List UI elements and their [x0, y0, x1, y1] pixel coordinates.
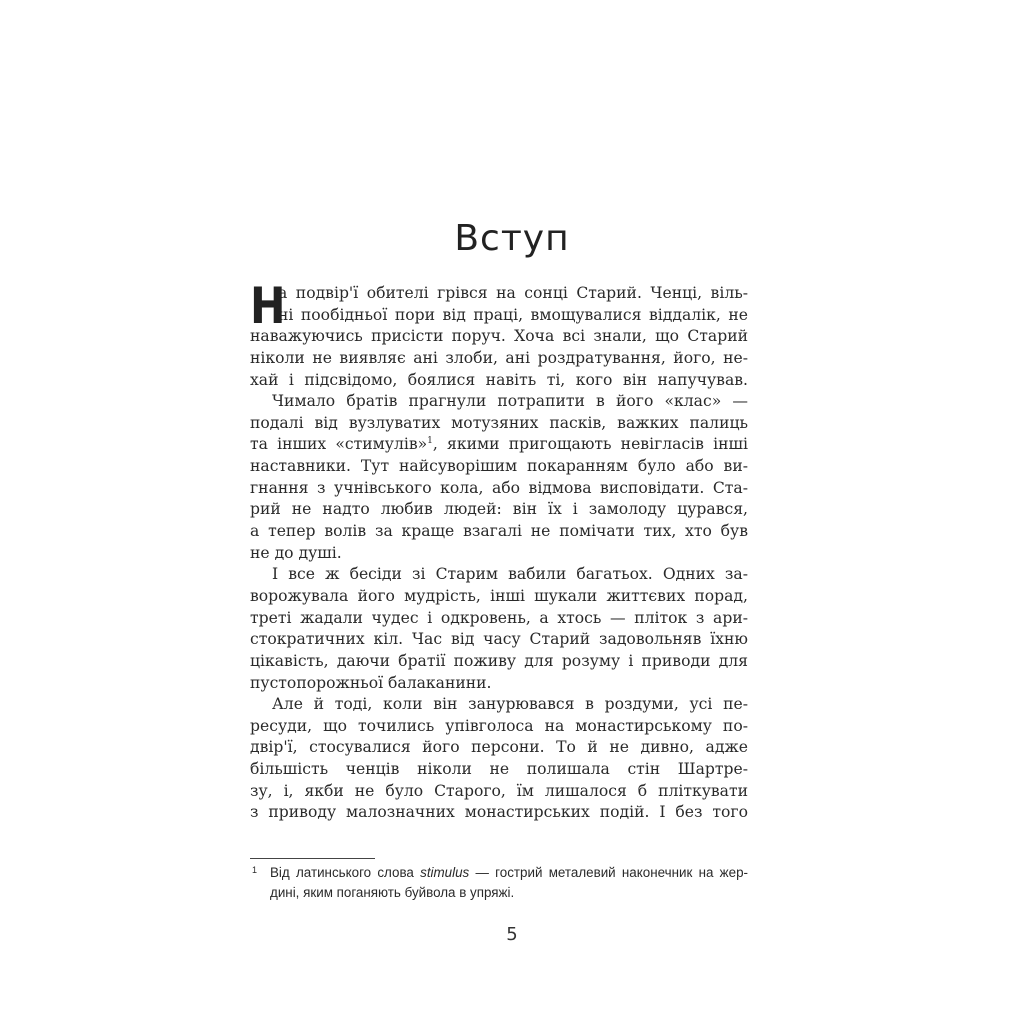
text-line: цікавість, даючи братії поживу для розуму і приводи для	[250, 651, 748, 670]
text-line: ніколи не виявляє ані злоби, ані роздратування, його, не-	[250, 348, 748, 367]
text-line: пустопорожньої балаканини.	[250, 673, 492, 692]
text-line: ворожувала його мудрість, інші шукали життєвих порад,	[250, 586, 748, 605]
text-line: не до душі.	[250, 543, 342, 562]
text-line: двір'ї, стосувалися його персони. То й не дивно, адже	[250, 738, 748, 757]
body-text	[250, 277, 748, 824]
text-segment: , якими пригощають невігласів інші	[432, 435, 748, 454]
footnote	[250, 863, 748, 903]
italic-term: stimulus	[420, 865, 470, 880]
footnote-number: 1	[252, 865, 258, 875]
paragraph-4	[250, 694, 748, 824]
text-line: а подвір'ї обителі грівся на сонці Старий. Ченці, віль-	[278, 284, 748, 302]
text-line: рий не надто любив людей: він їх і замолоду цурався,	[250, 500, 748, 519]
text-line: ні пообідньої пори від праці, вмощувалися віддалік, не	[278, 305, 748, 324]
text-segment: Від латинського слова	[270, 865, 421, 880]
footnote-line	[250, 863, 748, 883]
text-line: Чимало братів прагнули потрапити в його «клас» —	[272, 392, 748, 411]
text-line: наставники. Тут найсуворішим покаранням було або ви-	[250, 457, 748, 476]
text-line: гнання з учнівського кола, або відмова висповідати. Ста-	[250, 478, 748, 497]
footnote-divider	[250, 858, 375, 859]
paragraph-2	[250, 391, 748, 564]
text-line: І все ж бесіди зі Старим вабили багатьох. Одних за-	[272, 565, 748, 584]
text-line: Але й тоді, коли він занурювався в роздуми, усі пе-	[272, 695, 748, 714]
text-line: стократичних кіл. Час від часу Старий задовольняв їхню	[250, 630, 748, 649]
page-number: 5	[506, 924, 518, 945]
paragraph-3	[250, 564, 748, 694]
text-line: хай і підсвідомо, боялися навіть ті, кого він напучував.	[250, 370, 748, 389]
text-line: наважуючись присісти поруч. Хоча всі знали, що Старий	[250, 327, 748, 346]
text-line	[250, 434, 748, 456]
text-segment: — гострий металевий наконечник на жер-	[469, 865, 748, 880]
text-line: більшість ченців ніколи не полишала стін Шартре-	[250, 760, 748, 779]
text-line: треті жадали чудес і одкровень, а хтось — пліток з ари-	[250, 608, 748, 627]
chapter-title: Вступ	[454, 218, 570, 259]
text-line: а тепер волів за краще взагалі не помічати тих, хто був	[250, 522, 748, 541]
paragraph-1	[250, 277, 748, 391]
text-line: зу, і, якби не було Старого, їм лишалося б пліткувати	[250, 781, 748, 800]
text-line: подалі від вузлуватих мотузяних пасків, важких палиць	[250, 413, 748, 432]
text-line: з приводу малозначних монастирських подій. І без того	[250, 803, 748, 822]
footnote-line: дині, яким поганяють буйвола в упряжі.	[270, 885, 515, 900]
text-segment: та інших «стимулів»	[250, 435, 428, 454]
footnote-ref[interactable]: 1	[427, 436, 433, 447]
drop-cap: Н	[250, 277, 286, 335]
text-line: ресуди, що точились упівголоса на монастирському по-	[250, 716, 748, 735]
